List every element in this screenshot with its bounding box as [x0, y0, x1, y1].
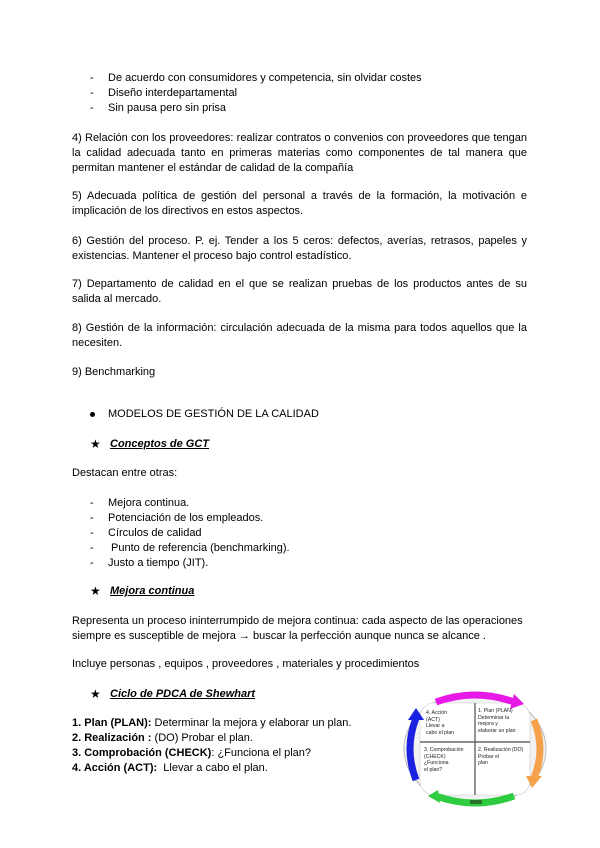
conceptos-list	[90, 496, 290, 571]
diagram-label-check: 3. Comprobación (CHECK) ¿Funciona el plan?	[424, 747, 464, 773]
list-item: - De acuerdo con consumidores y competencia, sin olvidar costes	[90, 72, 422, 84]
paragraph-8: 8) Gestión de la información: circulación adecuada de la misma para todos aquellos que la necesiten.	[72, 322, 527, 349]
star-icon: ★	[90, 437, 101, 451]
section-heading: MODELOS DE GESTIÓN DE LA CALIDAD	[90, 407, 319, 422]
list-item: - Diseño interdepartamental	[90, 87, 238, 99]
top-dash-list	[90, 71, 422, 116]
paragraph-9: 9) Benchmarking	[72, 366, 156, 378]
pdca-step-do: 2. Realización : (DO) Probar el plan.	[72, 732, 253, 744]
conceptos-heading: ★ Conceptos de GCT	[90, 437, 210, 451]
conceptos-intro: Destacan entre otras:	[72, 467, 178, 479]
paragraph-4: 4) Relación con los proveedores: realizar contratos o convenios con proveedores que tengan la calidad adecuada tanto en primeras materias como componentes de tal manera que permitan mantener el estándar de calidad de la compañía	[72, 132, 527, 174]
pdca-cycle-diagram	[402, 690, 548, 808]
pdca-heading: ★ Ciclo de PDCA de Shewhart	[90, 687, 256, 701]
pdca-step-act: 4. Acción (ACT): Llevar a cabo el plan.	[72, 762, 268, 774]
diagram-label-do: 2. Realización (DO) Probar el plan	[478, 747, 524, 766]
list-item: - Potenciación de los empleados.	[90, 512, 264, 524]
star-icon: ★	[90, 687, 101, 701]
list-item: - Círculos de calidad	[90, 527, 202, 539]
diagram-label-plan: 1. Plan (PLAN) Determinar la mejora y elaborar un plan	[478, 708, 516, 734]
paragraph-5: 5) Adecuada política de gestión del personal a través de la formación, la motivación e implicación de los directivos en estos aspectos.	[72, 190, 527, 217]
mejora-text: Representa un proceso ininterrumpido de mejora continua: cada aspecto de las operaciones siempre es susceptible de mejora → buscar la perfección aunque nunca se alcance .	[72, 615, 523, 642]
star-icon: ★	[90, 584, 101, 598]
bullet-icon	[90, 412, 95, 417]
mejora-includes: Incluye personas , equipos , proveedores , materiales y procedimientos	[72, 658, 420, 670]
list-item: - Sin pausa pero sin prisa	[90, 102, 227, 114]
pdca-step-plan: 1. Plan (PLAN): Determinar la mejora y elaborar un plan.	[72, 717, 352, 729]
list-item: - Mejora continua.	[90, 497, 190, 509]
paragraph-6: 6) Gestión del proceso. P. ej. Tender a los 5 ceros: defectos, averías, retrasos, papeles y existencias. Mantener el proceso bajo control estadístico.	[72, 235, 527, 262]
mejora-heading: ★ Mejora continua	[90, 584, 195, 598]
diagram-label-act: 4. Acción (ACT) Llevar a cabo el plan	[426, 710, 454, 736]
paragraph-7: 7) Departamento de calidad en el que se realizan pruebas de los productos antes de su salida al mercado.	[72, 278, 527, 305]
list-item: - Punto de referencia (benchmarking).	[90, 542, 290, 554]
pdca-step-check: 3. Comprobación (CHECK): ¿Funciona el plan?	[72, 747, 312, 759]
list-item: - Justo a tiempo (JIT).	[90, 557, 209, 569]
